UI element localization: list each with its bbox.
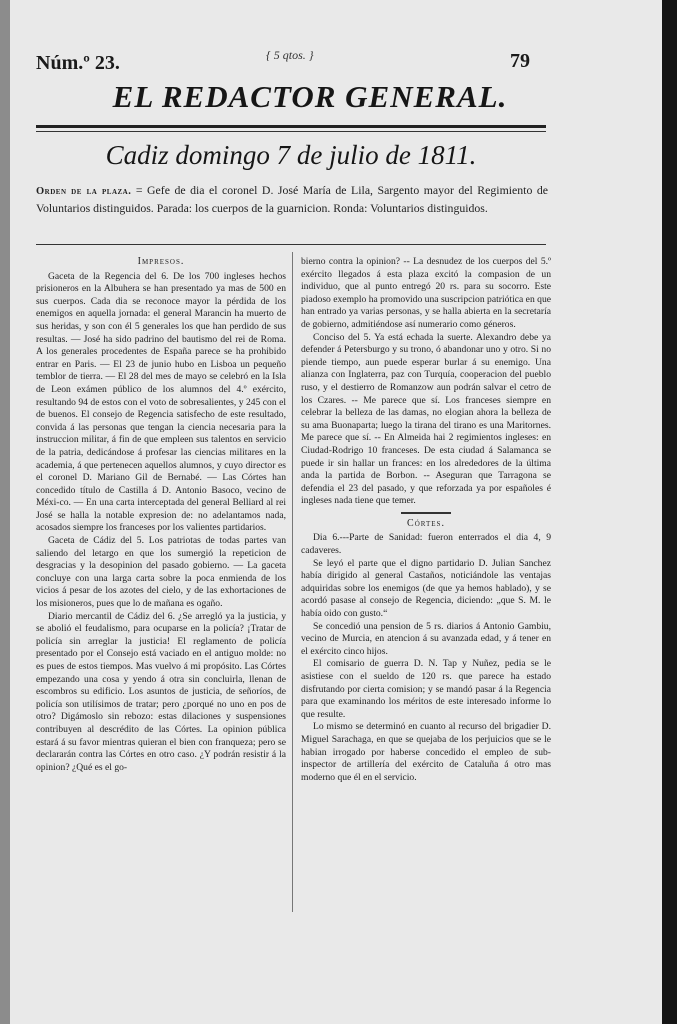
order-label: Orden de la plaza. — [36, 186, 132, 197]
article-paragraph: Lo mismo se determinó en cuanto al recurso del brigadier D. Miguel Sarachaga, en que se quejaba de los perjuicios que se le habian irrogado por haberse concedido el empleo de sub-inspector de artillería del exército de Cataluña á otro mas moderno que él en el servicio. — [301, 721, 551, 783]
article-paragraph: bierno contra la opinion? -- La desnudez de los cuerpos del 5.º exército llegados á esta plaza excitó la compasion de un individuo, que al punto entregó 20 rs. para su socorro. Este piadoso exemplo ha promovido una suscripcion patriótica en que han entrado ya varias personas, y se halla abierta en la secretaría de gobierno, admitiéndose así numerario como géneros. — [301, 256, 551, 330]
issue-date: Cadiz domingo 7 de julio de 1811. — [105, 140, 477, 170]
section-heading-cortes: Córtes. — [407, 517, 445, 529]
column-top-rule — [36, 244, 546, 245]
masthead-rule — [36, 125, 546, 128]
order-of-the-day — [36, 182, 548, 216]
article-paragraph: El comisario de guerra D. N. Tap y Nuñez, pedia se le asistiese con el sueldo de 120 rs. que parece ha estado disfrutando por cierta comision; y se mandó pasar á la Regencia para que examinando los méritos de este interesado informe lo que resulte. — [301, 658, 551, 720]
newspaper-page — [10, 0, 662, 1024]
column-divider — [292, 252, 293, 912]
article-paragraph: Conciso del 5. Ya está echada la suerte. Alexandro debe ya defender á Petersburgo y su trono, ó abandonar uno y otro. Si no piende tiempo, aun puede esperar burlar á su enemigo. Una alianza con Inglaterra, paz con Turquía, cooperacion del pueblo ruso, y el destierro de Romanzow aun podrán salvar el cetro de los Czares. -- Me parece que sí. Los franceses siempre en celebrar la belleza de las damas, no elogian ahora la belleza de su ama Buonaparta; luego la tirana del tirano es una Maritornes. Me parece que sí. -- En Almeida hai 2 regimientos ingleses: en Ciudad-Rodrigo 10 franceses. De esta ciudad á Salamanca se puede ir sin hallar un frances: en los alrededores de la última anda la partida de Borbon. -- Aseguran que Tarragona se defendia el 23 del pasado, y que reforzada ya por españoles é ingleses nada tiene que temer. — [301, 331, 551, 507]
right-column — [301, 256, 551, 916]
article-paragraph: Gaceta de Cádiz del 5. Los patriotas de todas partes van saliendo del letargo en que los sumergió la repeticion de desgracias y la desopinion del pasado gobierno. — La gaceta concluye con una larga carta sobre la poca enmienda de los vicios á pesar de los azotes del cielo, y de las exhortaciones de los misioneros, pues que lo de mañana es ogaño. — [36, 535, 286, 610]
book-left-edge — [0, 0, 10, 1024]
article-paragraph: Gaceta de la Regencia del 6. De los 700 ingleses hechos prisioneros en la Albuhera se han presentado ya mas de 500 en sus cuerpos. Cada dia se reconoce mayor la pérdida de los enemigos en aquella jornada: el general Marancin ha muerto de sus heridas, y son con él 5 generales los que han perdido de sus resultas. — José ha sido padrino del bautismo del rei de Roma. A los generales procedentes de España parece se ha prohibido entrar en Paris. — El 23 de junio hubo en Lisboa un pequeño temblor de tierra. — El 28 del mes de mayo se celebró en la Isla de Leon exámen público de los alumnos del 4.º exército, resultando 94 de estos con el voto de sobresalientes, y 245 con el de buenos. El consejo de Regencia satisfecho de este resultado, convida á las personas que tengan la ciencia necesaria para la instruccion militar, á fin de que empleen sus talentos en servicio de la patria, dedicándose á profesar las ciencias militares en la academia, á que pertenecen aquellos alumnos, y cuyo director es el coronel D. Mariano Gil de Bernabé. — Las Córtes han concedido título de Castilla á D. Antonio Basoco, vecino de Méxi-co. — En una carta interceptada del general Belliard al rei José se halla la notable expresion de: no adelantamos nada, acosados siempre los franceses por los valientes partidarios. — [36, 270, 286, 534]
issue-number: Núm.º 23. — [36, 52, 120, 74]
article-paragraph: Dia 6.---Parte de Sanidad: fueron enterrados el dia 4, 9 cadaveres. — [301, 532, 551, 557]
section-divider — [401, 512, 451, 514]
section-heading-impresos: Impresos. — [137, 256, 185, 267]
newspaper-title: EL REDACTOR GENERAL. — [112, 79, 508, 114]
left-column — [36, 256, 286, 916]
book-right-edge — [662, 0, 677, 1024]
page-number: 79 — [510, 50, 530, 72]
masthead-rule-thin — [36, 131, 546, 132]
article-paragraph: Diario mercantil de Cádiz del 6. ¿Se arregló ya la justicia, y se abolió el feudalismo, para ocuparse en la policía? ¡Tratar de policía sin arreglar la justicia! El reglamento de policía presentado por el Consejo está vaciado en el antiguo molde: no es pues de estos tiempos. Mas vuelvo á mi propósito. Las Córtes empezando una cosa y yendo á otra sin concluirla, llenan de escombros su edificio. Los asuntos de justicia, de señoríos, de policía son utilísimos de tratar; pero ¿porqué no uno en pos de otro? Digámoslo sin rebozo: estas dilaciones y suspensiones contribuyen al descrédito de las Córtes. La opinion pública estará á su favor mientras quieran el bien con franqueza; pero se declararán contra las Córtes en otro caso. ¿Y podrán resistir á la opinion? ¿Qué es el go- — [36, 610, 286, 773]
article-paragraph: Se concedió una pension de 5 rs. diarios á Antonio Gambiu, vecino de Murcia, en atencion á su avanzada edad, y á tener en el exército cinco hijos. — [301, 620, 551, 657]
order-text: = Gefe de dia el coronel D. José María de Lila, Sargento mayor del Regimiento de Voluntarios distinguidos. Parada: los cuerpos de la guarnicion. Ronda: Voluntarios distinguidos. — [36, 183, 548, 215]
issue-price: { 5 qtos. } — [266, 48, 314, 62]
article-paragraph: Se leyó el parte que el digno partidario D. Julian Sanchez había dirigido al general Castaños, noticiándole las ventajas adquiridas sobre los enemigos (de que ya hemos hablado), y se acordó pasase al consejo de Regencia, diciendo: „que S. M. le había oido con gusto.“ — [301, 557, 551, 620]
